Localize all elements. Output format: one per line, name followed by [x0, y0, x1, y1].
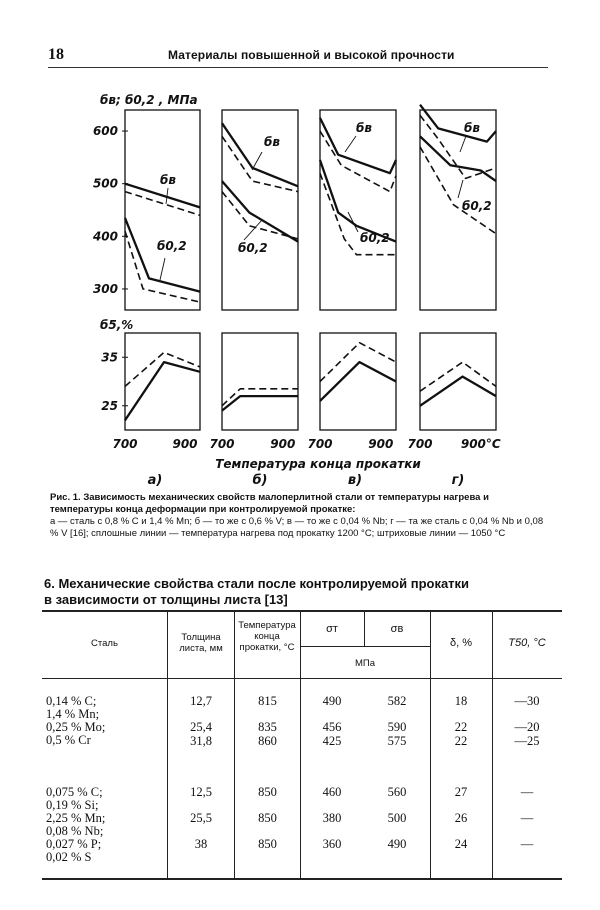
y-tick-label: 600	[92, 124, 118, 139]
curve-label-leader	[460, 136, 466, 152]
panel-frame-bottom-1	[125, 333, 200, 430]
table-title	[44, 576, 564, 608]
steel-composition-line: 0,027 % P;	[46, 837, 102, 851]
running-title: Материалы повышенной и высокой прочности	[168, 48, 455, 62]
curve-label: бв	[464, 121, 480, 135]
figure-1	[0, 80, 600, 490]
cell-t50: —	[520, 811, 534, 825]
curve-label: б0,2	[157, 239, 187, 253]
x-tick-label: 900	[368, 437, 394, 451]
cell-sigma-b: 500	[387, 811, 407, 825]
cell-t50: —20	[514, 720, 540, 734]
cell-sigma-b: 560	[387, 785, 407, 799]
cell-thickness: 31,8	[190, 734, 212, 748]
cell-delta: 24	[454, 837, 468, 851]
cell-sigma-t: 360	[322, 837, 342, 851]
steel-composition-line: 1,4 % Mn;	[46, 707, 100, 721]
steel-composition-line: 0,02 % S	[46, 850, 92, 864]
cell-thickness: 38	[194, 837, 208, 851]
cell-delta: 22	[454, 720, 468, 734]
figure-caption	[50, 492, 550, 540]
x-tick-label: 700	[407, 437, 433, 451]
x-tick-label: 900	[172, 437, 198, 451]
cell-sigma-b: 582	[387, 694, 407, 708]
cell-delta: 26	[454, 811, 468, 825]
cell-sigma-t: 456	[322, 720, 342, 734]
x-tick-label: 700	[307, 437, 333, 451]
steel-composition-line: 0,5 % Cr	[46, 733, 91, 747]
cell-sigma-t: 380	[322, 811, 342, 825]
panel-frame-bottom-3	[320, 333, 396, 430]
panel-letter: б)	[252, 473, 268, 488]
cell-thickness: 12,7	[190, 694, 212, 708]
cell-delta: 18	[454, 694, 468, 708]
series-line	[222, 181, 298, 242]
header-rule	[48, 67, 548, 68]
series-line	[222, 192, 298, 239]
header-temperature: Температура конца прокатки, °С	[238, 620, 296, 653]
x-tick-label: 700	[112, 437, 138, 451]
x-tick-label: 900°С	[460, 437, 501, 451]
caption-body: а — сталь с 0,8 % С и 1,4 % Mn; б — то же с 0,6 % V; в — то же с 0,04 % Nb; г — та же сталь с 0,04 % Nb и 0,08 % V [16]; сплошные линии — температура нагрева под прокатку 1200 °С; штриховые линии — 1050 °С	[50, 516, 544, 539]
series-line	[320, 362, 396, 401]
table-rule-bottom	[42, 878, 562, 880]
series-line	[222, 136, 298, 191]
cell-t50: —30	[514, 694, 540, 708]
series-line	[420, 362, 496, 391]
curve-label-leader	[458, 180, 463, 198]
cell-temp: 850	[258, 837, 277, 851]
cell-delta: 22	[454, 734, 468, 748]
x-tick-label: 700	[209, 437, 235, 451]
curve-label: бв	[160, 173, 176, 187]
steel-composition-line: 0,25 % Mo;	[46, 720, 106, 734]
x-tick-label: 900	[270, 437, 296, 451]
series-line	[222, 389, 298, 406]
header-sigma-b: σв	[390, 623, 404, 635]
cell-t50: —25	[514, 734, 540, 748]
series-line	[420, 377, 496, 406]
page-number: 18	[48, 46, 64, 63]
header-steel: Сталь	[91, 638, 118, 649]
y-tick-label: 500	[92, 176, 118, 191]
cell-sigma-t: 460	[322, 785, 342, 799]
table-title-line-2: в зависимости от толщины листа [13]	[44, 592, 288, 607]
cell-delta: 27	[454, 785, 468, 799]
cell-sigma-t: 425	[322, 734, 342, 748]
panel-frame-top-1	[125, 110, 200, 310]
cell-temp: 815	[258, 694, 277, 708]
y-tick-label: 35	[101, 350, 118, 365]
table-rule-header	[42, 678, 562, 679]
cell-sigma-t: 490	[322, 694, 342, 708]
panel-letter: а)	[147, 473, 163, 488]
caption-label: Рис. 1.	[50, 492, 81, 503]
table-title-line-1: 6. Механические свойства стали после контролируемой прокатки	[44, 576, 470, 591]
curve-label-leader	[160, 258, 165, 280]
curve-label: б0,2	[238, 241, 268, 255]
curve-label-leader	[345, 136, 356, 152]
curve-label: бв	[264, 135, 280, 149]
header-thickness: Толщина листа, мм	[179, 632, 223, 654]
page-header	[48, 46, 548, 68]
table-rule-unit	[300, 646, 430, 647]
cell-temp: 850	[258, 785, 277, 799]
panel-frame-bottom-2	[222, 333, 298, 430]
cell-thickness: 12,5	[190, 785, 212, 799]
curve-label: бв	[356, 121, 372, 135]
series-line	[420, 147, 496, 234]
cell-thickness: 25,4	[190, 720, 212, 734]
y-tick-label: 400	[92, 229, 118, 244]
cell-t50: —	[520, 837, 534, 851]
y-axis-label-stress: бв; б0,2 , МПа	[100, 93, 198, 107]
x-axis-title: Температура конца прокатки	[215, 457, 421, 471]
steel-composition-line: 2,25 % Mn;	[46, 811, 106, 825]
series-line	[420, 136, 496, 181]
cell-thickness: 25,5	[190, 811, 212, 825]
steel-composition-line: 0,075 % С;	[46, 785, 103, 799]
header-t50: T50, °С	[508, 637, 546, 649]
series-line	[125, 218, 200, 292]
steel-composition-line: 0,14 % С;	[46, 694, 97, 708]
cell-t50: —	[520, 785, 534, 799]
steel-composition-line: 0,08 % Nb;	[46, 824, 104, 838]
panel-letter: в)	[347, 473, 363, 488]
cell-temp: 835	[258, 720, 277, 734]
steel-composition-line: 0,19 % Si;	[46, 798, 99, 812]
caption-title: Зависимость механических свойств малоперлитной стали от температуры нагрева и температуры конца деформации при контролируемой прокатке:	[50, 492, 489, 515]
y-axis-label-elongation: б5,%	[100, 318, 134, 332]
y-tick-label: 25	[101, 398, 118, 413]
cell-sigma-b: 590	[387, 720, 407, 734]
curve-label: б0,2	[360, 231, 390, 245]
header-unit-mpa: МПа	[354, 658, 376, 669]
header-sigma-t: σт	[326, 623, 338, 635]
cell-temp: 850	[258, 811, 277, 825]
y-tick-label: 300	[92, 281, 118, 296]
cell-sigma-b: 575	[387, 734, 407, 748]
table-rule-top	[42, 610, 562, 612]
curve-label-leader	[252, 152, 262, 170]
curve-label: б0,2	[462, 199, 492, 213]
series-line	[222, 396, 298, 411]
header-delta: δ, %	[449, 637, 473, 649]
cell-temp: 860	[258, 734, 277, 748]
cell-sigma-b: 490	[387, 837, 407, 851]
panel-frame-bottom-4	[420, 333, 496, 430]
series-line	[125, 362, 200, 420]
properties-table	[42, 610, 562, 880]
panel-letter: г)	[451, 473, 465, 488]
